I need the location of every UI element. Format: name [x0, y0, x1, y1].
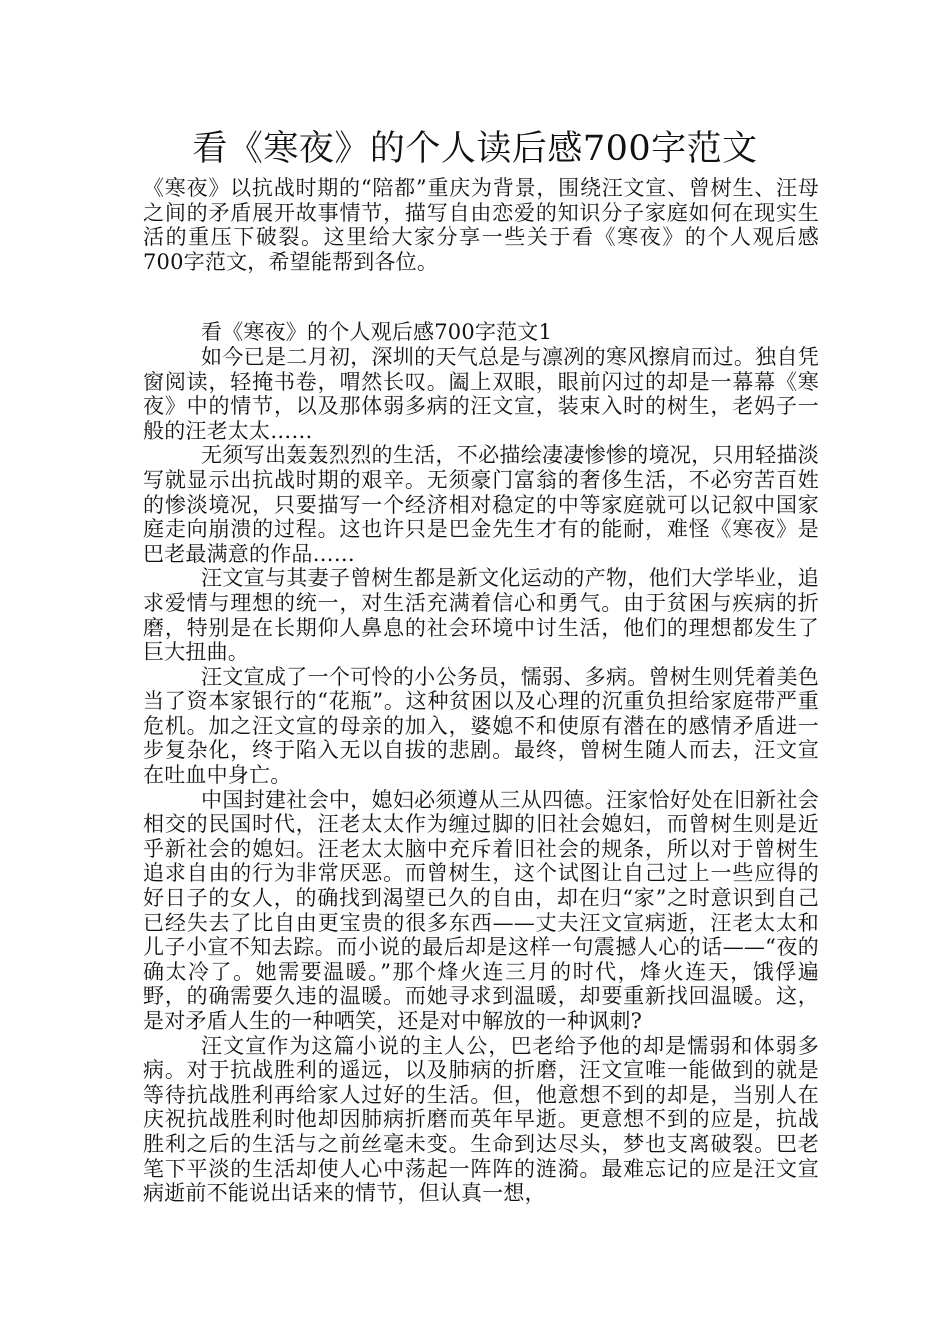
paragraph-4: 汪文宣成了一个可怜的小公务员，懦弱、多病。曾树生则凭着美色当了资本家银行的“花瓶”。这种贫困以及心理的沉重负担给家庭带严重危机。加之汪文宣的母亲的加入，婆媳不和使原有潜在的感情矛盾进一步复杂化，终于陷入无以自拔的悲剧。最终，曾树生随人而去，汪文宣在吐血中身亡。 [143, 664, 819, 788]
paragraph-2: 无须写出轰轰烈烈的生活，不必描绘凄凄惨惨的境况，只用轻描淡写就显示出抗战时期的艰辛。无须豪门富翁的奢侈生活，不必穷苦百姓的惨淡境况，只要描写一个经济相对稳定的中等家庭就可以记叙中国家庭走向崩溃的过程。这也许只是巴金先生才有的能耐，难怪《寒夜》是巴老最满意的作品…… [143, 443, 819, 566]
section-heading: 看《寒夜》的个人观后感700字范文1 [201, 320, 553, 345]
paragraph-1: 如今已是二月初，深圳的天气总是与凛冽的寒风擦肩而过。独自凭窗阅读，轻掩书卷，喟然长叹。阖上双眼，眼前闪过的却是一幕幕《寒夜》中的情节，以及那体弱多病的汪文宣，装束入时的树生，老妈子一般的汪老太太…… [143, 344, 819, 443]
intro-paragraph: 《寒夜》以抗战时期的“陪都”重庆为背景，围绕汪文宣、曾树生、汪母之间的矛盾展开故事情节，描写自由恋爱的知识分子家庭如何在现实生活的重压下破裂。这里给大家分享一些关于看《寒夜》的个人观后感700字范文，希望能帮到各位。 [143, 176, 819, 274]
paragraph-3: 汪文宣与其妻子曾树生都是新文化运动的产物，他们大学毕业，追求爱情与理想的统一，对生活充满着信心和勇气。由于贫困与疾病的折磨，特别是在长期仰人鼻息的社会环境中讨生活，他们的理想都发生了巨大扭曲。 [143, 566, 819, 665]
document-title: 看《寒夜》的个人读后感700字范文 [192, 129, 758, 169]
paragraph-5: 中国封建社会中，媳妇必须遵从三从四德。汪家恰好处在旧新社会相交的民国时代，汪老太太作为缠过脚的旧社会媳妇，而曾树生则是近乎新社会的媳妇。汪老太太脑中充斥着旧社会的规条，所以对于曾树生追求自由的行为非常厌恶。而曾树生，这个试图让自己过上一些应得的好日子的女人，的确找到渴望已久的自由，却在归“家”之时意识到自己已经失去了比自由更宝贵的很多东西——丈夫汪文宣病逝，汪老太太和儿子小宣不知去踪。而小说的最后却是这样一句震撼人心的话——“夜的确太冷了。她需要温暖。”那个烽火连三月的时代，烽火连天，饿俘遍野，的确需要久违的温暖。而她寻求到温暖，却要重新找回温暖。这，是对矛盾人生的一种哂笑，还是对中解放的一种讽刺? [143, 787, 819, 1033]
document-body [143, 176, 819, 1206]
paragraph-6: 汪文宣作为这篇小说的主人公，巴老给予他的却是懦弱和体弱多病。对于抗战胜利的遥远，以及肺病的折磨，汪文宣唯一能做到的就是等待抗战胜利再给家人过好的生活。但，他意想不到的却是，当别人在庆祝抗战胜利时他却因肺病折磨而英年早逝。更意想不到的应是，抗战胜利之后的生活与之前丝毫未变。生命到达尽头，梦也支离破裂。巴老笔下平淡的生活却使人心中荡起一阵阵的涟漪。最难忘记的应是汪文宣病逝前不能说出话来的情节，但认真一想， [143, 1033, 819, 1206]
